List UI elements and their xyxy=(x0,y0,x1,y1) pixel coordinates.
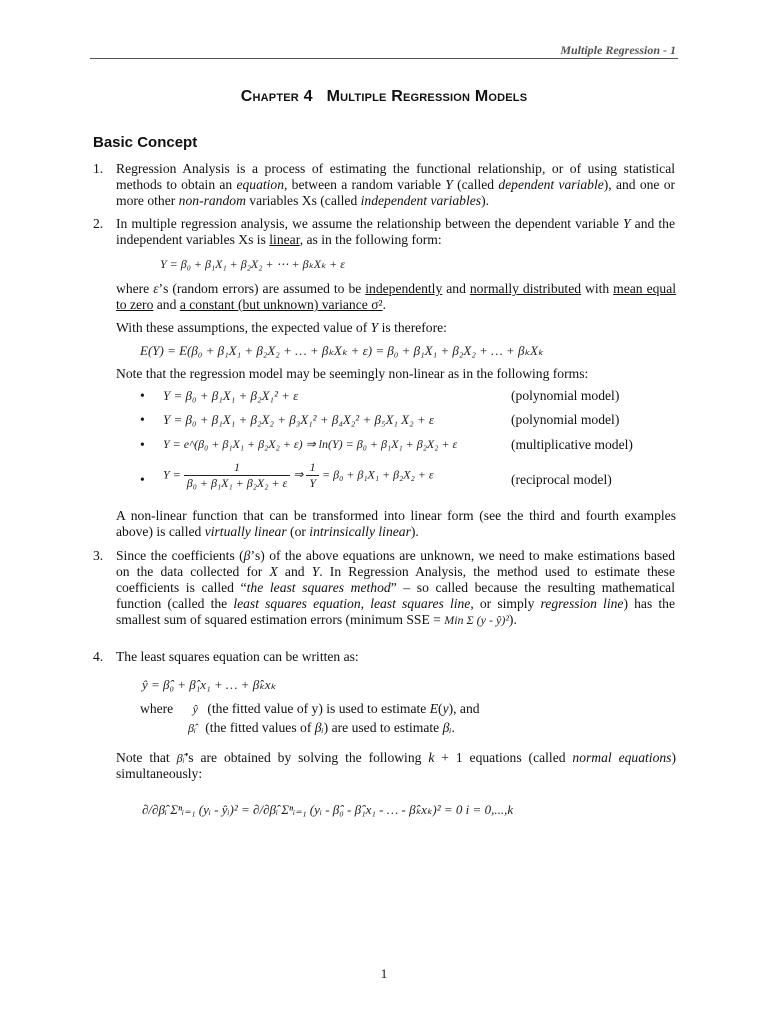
model-label: (reciprocal model) xyxy=(511,472,612,487)
item-2-text: In multiple regression analysis, we assume the relationship between the dependent variable Y and the independent variables Xs is linear, as in the following form: xyxy=(116,216,675,247)
error-assumptions: where ε’s (random errors) are assumed to be independently and normally distributed with mean equal to zero and a constant (but unknown) variance σ². xyxy=(116,281,677,312)
item-number: 3. xyxy=(93,548,104,563)
bullet-dot: • xyxy=(140,472,145,487)
list-item-4 xyxy=(93,649,675,665)
linear-model-equation: Y = β₀ + β₁X₁ + β₂X₂ + ⋯ + βₖXₖ + ε xyxy=(160,257,345,271)
header-rule xyxy=(90,58,678,59)
expected-value-intro: With these assumptions, the expected value of Y is therefore: xyxy=(116,320,447,335)
chapter-word: Chapter xyxy=(240,88,299,105)
model-label: (polynomial model) xyxy=(511,388,620,403)
virtually-linear-note: A non-linear function that can be transformed into linear form (see the third and fourth examples above) is called virtually linear (or intrinsically linear). xyxy=(116,508,676,539)
where-line-2: β̂ᵢ (the fitted values of βᵢ) are used to estimate βᵢ. xyxy=(188,720,455,735)
model-label: (polynomial model) xyxy=(511,412,620,427)
model-equation: Y = β₀ + β₁X₁ + β₂X₁² + ε xyxy=(163,388,299,403)
page-number: 1 xyxy=(380,966,388,981)
model-equation: Y = β₀ + β₁X₁ + β₂X₂ + β₃X₁² + β₄X₂² + β₅X₁ X₂ + ε xyxy=(163,412,435,427)
item-number: 4. xyxy=(93,649,104,664)
bullet-dot: • xyxy=(140,437,145,452)
chapter-title xyxy=(0,88,768,106)
item-number: 2. xyxy=(93,216,104,231)
nonlinear-note: Note that the regression model may be seemingly non-linear as in the following forms: xyxy=(116,366,589,381)
section-heading: Basic Concept xyxy=(93,134,198,151)
least-squares-equation: ŷ = β̂₀ + β̂₁x₁ + … + β̂ₖxₖ xyxy=(142,677,277,692)
bullet-dot: • xyxy=(140,412,145,427)
item-4-text: The least squares equation can be written as: xyxy=(116,649,359,664)
item-3-text: Since the coefficients (β’s) of the above equations are unknown, we need to make estimations based on the data collected for X and Y. In Regression Analysis, the method used to estimate these coefficients is called “the least squares method” – so called because the resulting mathematical function (called the least squares equation, least squares line, or simply regression line) has the smallest sum of squared estimation errors (minimum SSE = Min Σ (y - ŷ)²). xyxy=(116,548,675,627)
expected-value-equation: E(Y) = E(β₀ + β₁X₁ + β₂X₂ + … + βₖXₖ + ε) = β₀ + β₁X₁ + β₂X₂ + … + βₖXₖ xyxy=(140,343,544,358)
item-1-text: Regression Analysis is a process of estimating the functional relationship, or of using statistical methods to obtain an equation, between a random variable Y (called dependent variable), and one or more other non-random variables Xs (called independent variables). xyxy=(116,161,676,208)
where-line-1: where ŷ (the fitted value of y) is used to estimate E(y), and xyxy=(140,701,480,716)
list-item-2 xyxy=(93,216,675,248)
list-item-3 xyxy=(93,548,675,628)
chapter-name: Multiple Regression Models xyxy=(326,88,528,105)
normal-equations-note: Note that β̂ᵢ’s are obtained by solving the following k + 1 equations (called normal equations) simultaneously: xyxy=(116,750,676,781)
min-sse-formula: Min Σ (y - ŷ)² xyxy=(444,613,509,627)
normal-equations: ∂/∂β̂ᵢ Σⁿᵢ₌₁ (yᵢ - ŷᵢ)² = ∂/∂β̂ᵢ Σⁿᵢ₌₁ (yᵢ - β̂₀ - β̂₁x₁ - … - β̂ₖxₖ)² = 0 i = 0,...,k xyxy=(142,802,514,817)
chapter-number: 4 xyxy=(303,88,313,105)
item-number: 1. xyxy=(93,161,104,176)
model-equation: Y = $\frac{1}{\text{β₀ + β₁X₁ + β₂X₂ + ε}}$ ⇒ $\frac{1}{Y}$ = β₀ + β₁X₁ + β₂X₂ + ε xyxy=(163,460,434,490)
running-header: Multiple Regression - 1 xyxy=(560,43,676,57)
model-label: (multiplicative model) xyxy=(511,437,633,452)
bullet-dot: • xyxy=(140,388,145,403)
list-item-1 xyxy=(93,161,675,209)
model-equation: Y = e^(β₀ + β₁X₁ + β₂X₂ + ε) ⇒ ln(Y) = β₀ + β₁X₁ + β₂X₂ + ε xyxy=(163,437,458,451)
